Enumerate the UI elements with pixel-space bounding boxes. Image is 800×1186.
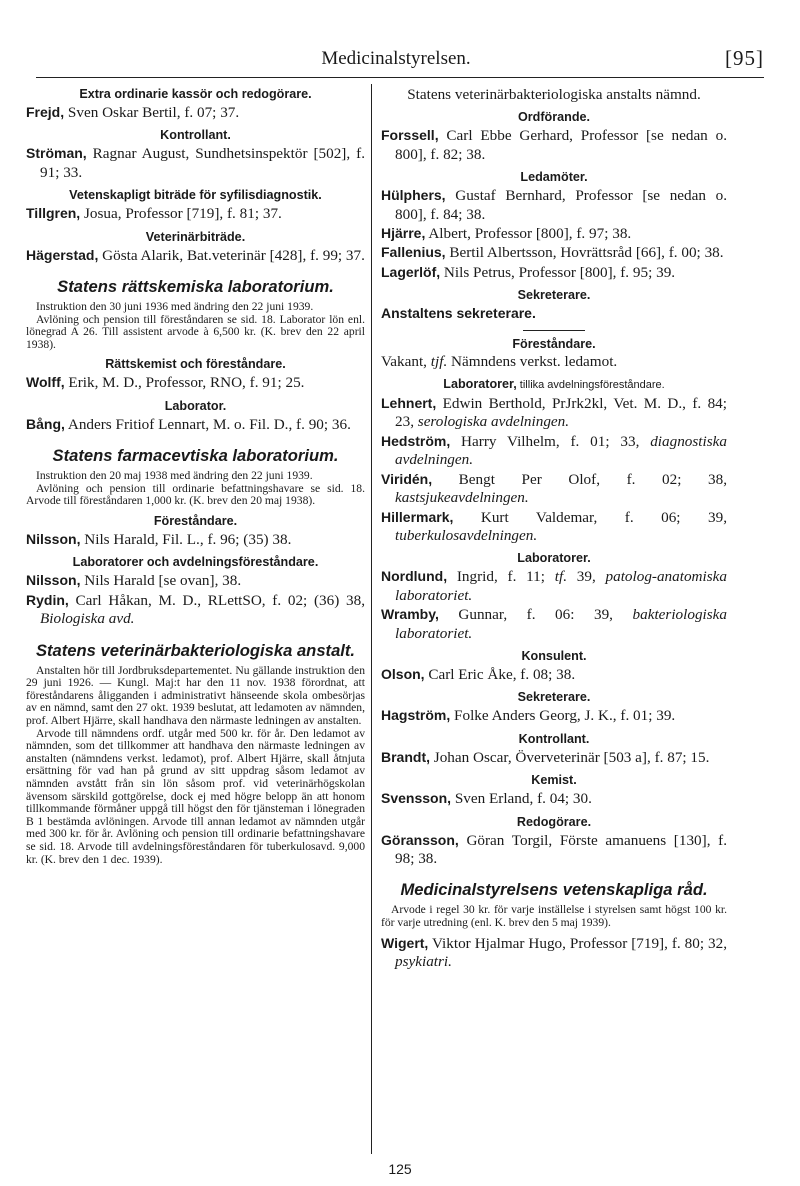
entry-name: Hülphers,	[381, 187, 446, 204]
entry-text: Carl Ebbe Gerhard, Professor [se nedan o. 800], f. 82; 38.	[395, 127, 727, 163]
note-paragraph: Instruktion den 20 maj 1938 med ändring den 22 juni 1939.	[36, 469, 313, 483]
heading-laboratorer-avdelning: Laboratorer och avdelningsföreståndare.	[72, 555, 319, 570]
entry-tillgren	[26, 204, 365, 223]
entry-name: Anstaltens sekreterare.	[381, 305, 536, 322]
heading-laboratorer-tillika	[381, 376, 727, 394]
heading-ordforande: Ordförande.	[517, 110, 591, 125]
entry-name: Brandt,	[381, 748, 430, 765]
entry-name: Fallenius,	[381, 244, 446, 261]
entry-text: Folke Anders Georg, J. K., f. 01; 39.	[450, 707, 676, 725]
entry-hagerstad	[26, 246, 365, 265]
column-divider	[371, 84, 372, 1154]
note-paragraph: Arvode till nämndens ordf. utgår med 500 kr. för år. Den ledamot av nämnden, som det tillkommer att handhava den närmaste ledningen av anstalten (nämndens verkst. ledamot), prof. Albert Hjärre, skall åtnjuta ersättning för vad han på grund av sitt uppdrag såsom ledamot av nämnden avstått från sin lön såsom prof. vid veterinärhögskolan ävensom särskild gottgörelse, dock ej med högre belopp än att honom tillkommande förmåner uppgå till högst den för tjänsteman i lönegraden B 1 bestämda avlöningen. Arvode till annan ledamot av nämnden utgår med 300 kr. för år. Avlöning och pension till ordinarie befattningshavare se sid. 18. Arvode till avdelningsföreståndaren för tuberkulosavd. 9,000 kr. (K. brev den 1 dec. 1939).	[26, 726, 365, 866]
heading-kontrollant: Kontrollant.	[518, 731, 590, 746]
entry-nilsson-1	[26, 530, 365, 549]
entry-frejd	[26, 103, 365, 122]
entry-name: Hjärre,	[381, 225, 426, 242]
right-column	[381, 86, 727, 971]
entry-lehnert	[381, 394, 727, 432]
bracket-page-number: [95]	[725, 46, 764, 70]
heading-rattskemist: Rättskemist och föreståndare.	[105, 357, 286, 372]
note-paragraph: Arvode i regel 30 kr. för varje inställelse i styrelsen samt högst 100 kr. för varje utredning (enl. K. brev den 5 maj 1939).	[381, 903, 727, 929]
heading-forestandare: Föreståndare.	[153, 514, 238, 528]
entry-text: Vakant,	[381, 352, 431, 370]
entry-italic: psykiatri.	[395, 952, 452, 970]
entry-name: Nordlund,	[381, 568, 448, 585]
namnd-title: Statens veterinärbakteriologiska anstalts nämnd.	[407, 86, 701, 103]
heading-redogorare: Redogörare.	[516, 814, 592, 829]
heading-konsulent: Konsulent.	[521, 648, 587, 663]
entry-text: Nils Petrus, Professor [800], f. 95; 39.	[440, 263, 676, 281]
entry-goransson	[381, 831, 727, 869]
entry-name: Frejd,	[26, 104, 65, 120]
note-paragraph: Instruktion den 30 juni 1936 med ändring den 22 juni 1939.	[36, 300, 314, 314]
entry-hagstrom	[381, 706, 727, 725]
entry-italic: kastsjukeavdelningen.	[395, 489, 529, 507]
entry-italic: serologiska avdelningen.	[417, 413, 570, 431]
entry-text: Ingrid, f. 11;	[447, 568, 555, 586]
entry-hjarre	[381, 224, 727, 243]
heading-bold-part: Laboratorer,	[443, 377, 517, 392]
entry-text: Nils Harald, Fil. L., f. 96; (35) 38.	[80, 531, 292, 548]
section-title-farmacevtiska: Statens farmacevtiska laboratorium.	[52, 446, 339, 466]
entry-text: Gösta Alarik, Bat.veterinär [428], f. 99; 37.	[98, 246, 365, 264]
entry-text: Sven Oskar Bertil, f. 07; 37.	[64, 104, 240, 121]
section-title-rattskemiska: Statens rättskemiska laboratorium.	[57, 277, 334, 297]
note-paragraph: Anstalten hör till Jordbruksdepartementet. Nu gällande instruktion den 29 juni 1926. — Kungl. Maj:t har den 11 nov. 1938 förordnat, att föreståndarens åligganden i administrativt hänseende skola ombesörjas av en nämnd, samt den 27 okt. 1939 beslutat, att ledamoten av nämnden, prof. Albert Hjärre, skall handhava den närmaste ledningen av anstalten.	[26, 663, 365, 727]
section-notes-rattskemiska	[26, 301, 365, 351]
entry-olson	[381, 665, 727, 684]
entry-text: Carl Eric Åke, f. 08; 38.	[424, 665, 576, 683]
entry-name: Ströman,	[26, 145, 87, 162]
entry-text: Anders Fritiof Lennart, M. o. Fil. D., f. 90; 36.	[64, 415, 351, 433]
entry-hillermark	[381, 508, 727, 546]
left-column	[26, 86, 365, 866]
entry-viriden	[381, 470, 727, 508]
entry-forssell	[381, 126, 727, 164]
entry-text: Gunnar, f. 06: 39,	[438, 606, 633, 624]
note-paragraph: Avlöning och pension till ordinarie befattningshavare se sid. 18. Arvode till föreståndaren 1,000 kr. (K. brev den 20 maj 1938).	[26, 481, 365, 508]
entry-rydin	[26, 591, 365, 629]
header-rule	[36, 77, 764, 78]
entry-name: Nilsson,	[26, 531, 81, 547]
page-header	[28, 46, 764, 72]
entry-wolff	[26, 373, 365, 392]
entry-text: Bengt Per Olof, f. 02; 38,	[432, 470, 727, 488]
heading-veterinarbitrade: Veterinärbiträde.	[145, 229, 246, 244]
entry-wramby	[381, 605, 727, 643]
entry-text: Nils Harald [se ovan], 38.	[80, 572, 242, 590]
heading-extra-kassor: Extra ordinarie kassör och redogörare.	[79, 87, 312, 101]
entry-hedstrom	[381, 432, 727, 470]
entry-bang	[26, 415, 365, 434]
entry-italic: bakteriologiska laboratoriet.	[395, 606, 727, 642]
entry-name: Olson,	[381, 665, 425, 682]
section-dash	[523, 330, 585, 331]
entry-text: 39,	[567, 568, 606, 586]
entry-svensson	[381, 789, 727, 808]
entry-name: Hedström,	[381, 432, 451, 449]
entry-anstaltens-sekreterare	[381, 304, 727, 323]
entry-vakant	[381, 353, 727, 371]
entry-text: Erik, M. D., Professor, RNO, f. 91; 25.	[64, 374, 305, 392]
entry-nilsson-2	[26, 571, 365, 590]
heading-sekreterare: Sekreterare.	[517, 288, 591, 303]
section-title-veterinarbakteriologiska: Statens veterinärbakteriologiska anstalt.	[35, 640, 356, 660]
entry-nordlund	[381, 567, 727, 605]
heading-laboratorer: Laboratorer.	[517, 551, 591, 566]
entry-name: Viridén,	[381, 470, 433, 487]
running-title: Medicinalstyrelsen.	[321, 48, 471, 69]
entry-name: Lagerlöf,	[381, 263, 441, 280]
entry-text: Sven Erland, f. 04; 30.	[451, 790, 592, 808]
entry-italic: tf.	[554, 568, 567, 586]
entry-wigert	[381, 934, 727, 972]
entry-stroman	[26, 144, 365, 182]
heading-vetenskapligt-bitrade: Vetenskapligt biträde för syfilisdiagnostik.	[69, 188, 322, 203]
entry-name: Göransson,	[381, 831, 459, 848]
heading-kontrollant: Kontrollant.	[160, 128, 231, 143]
entry-italic: Biologiska avd.	[40, 610, 135, 628]
entry-name: Hagström,	[381, 707, 451, 724]
heading-kemist: Kemist.	[531, 773, 577, 788]
entry-text: Edwin Berthold, PrJrk2kl, Vet. M. D., f. 84; 23,	[395, 395, 727, 431]
section-notes-vetenskapliga-rad	[381, 904, 727, 929]
entry-text: Albert, Professor [800], f. 97; 38.	[425, 225, 632, 243]
section-notes-farmacevtiska	[26, 470, 365, 508]
entry-lagerlof	[381, 263, 727, 282]
entry-text: Carl Håkan, M. D., RLettSO, f. 02; (36) 38,	[68, 591, 365, 609]
entry-fallenius	[381, 243, 727, 262]
entry-text: Gustaf Bernhard, Professor [se nedan o. 800], f. 84; 38.	[395, 187, 727, 223]
heading-sekreterare-2: Sekreterare.	[517, 690, 591, 705]
entry-name: Wolff,	[26, 374, 65, 391]
entry-name: Bång,	[26, 415, 65, 432]
entry-text: Harry Vilhelm, f. 01; 33,	[450, 432, 651, 450]
entry-name: Nilsson,	[26, 572, 81, 589]
entry-text: Nämndens verkst. ledamot.	[447, 352, 618, 370]
entry-name: Svensson,	[381, 790, 452, 807]
entry-text: Josua, Professor [719], f. 81; 37.	[80, 205, 282, 223]
footer-page-number: 125	[388, 1161, 412, 1177]
entry-text: Göran Torgil, Förste amanuens [130], f. 98; 38.	[395, 831, 727, 867]
entry-name: Tillgren,	[26, 205, 81, 222]
entry-italic: tuberkulosavdelningen.	[395, 526, 538, 544]
heading-forestandare: Föreståndare.	[512, 336, 596, 351]
heading-normal-part: tillika avdelningsföreståndare.	[516, 379, 665, 392]
entry-text: Viktor Hjalmar Hugo, Professor [719], f. 80; 32,	[428, 934, 727, 952]
entry-text: Kurt Valdemar, f. 06; 39,	[453, 508, 727, 526]
section-title-vetenskapliga-rad: Medicinalstyrelsens vetenskapliga råd.	[400, 880, 708, 900]
entry-hulphers	[381, 186, 727, 224]
entry-name: Wramby,	[381, 606, 439, 623]
entry-italic: diagnostiska avdelningen.	[395, 432, 727, 469]
entry-name: Hillermark,	[381, 508, 454, 525]
entry-brandt	[381, 748, 727, 767]
heading-ledamoter: Ledamöter.	[520, 170, 588, 185]
entry-text: Johan Oscar, Överveterinär [503 a], f. 87; 15.	[430, 748, 710, 766]
heading-laborator: Laborator.	[164, 398, 227, 413]
note-paragraph: Avlöning och pension till föreståndaren se sid. 18. Laborator lön enl. lönegrad A 26. Till assistent arvode à 6,500 kr. (K. brev den 22 april 1938).	[26, 312, 365, 351]
entry-name: Hägerstad,	[26, 246, 99, 263]
entry-name: Lehnert,	[381, 395, 437, 412]
entry-text: Ragnar August, Sundhetsinspektör [502], f. 91; 33.	[40, 145, 365, 181]
section-notes-veterinarbakteriologiska	[26, 665, 365, 867]
entry-text: Bertil Albertsson, Hovrättsråd [66], f. 00; 38.	[445, 244, 724, 262]
entry-italic: tjf.	[430, 352, 448, 370]
entry-name: Forssell,	[381, 127, 439, 144]
entry-italic: patolog-anatomiska laboratoriet.	[395, 568, 727, 604]
entry-name: Wigert,	[381, 934, 429, 951]
entry-name: Rydin,	[26, 591, 69, 608]
